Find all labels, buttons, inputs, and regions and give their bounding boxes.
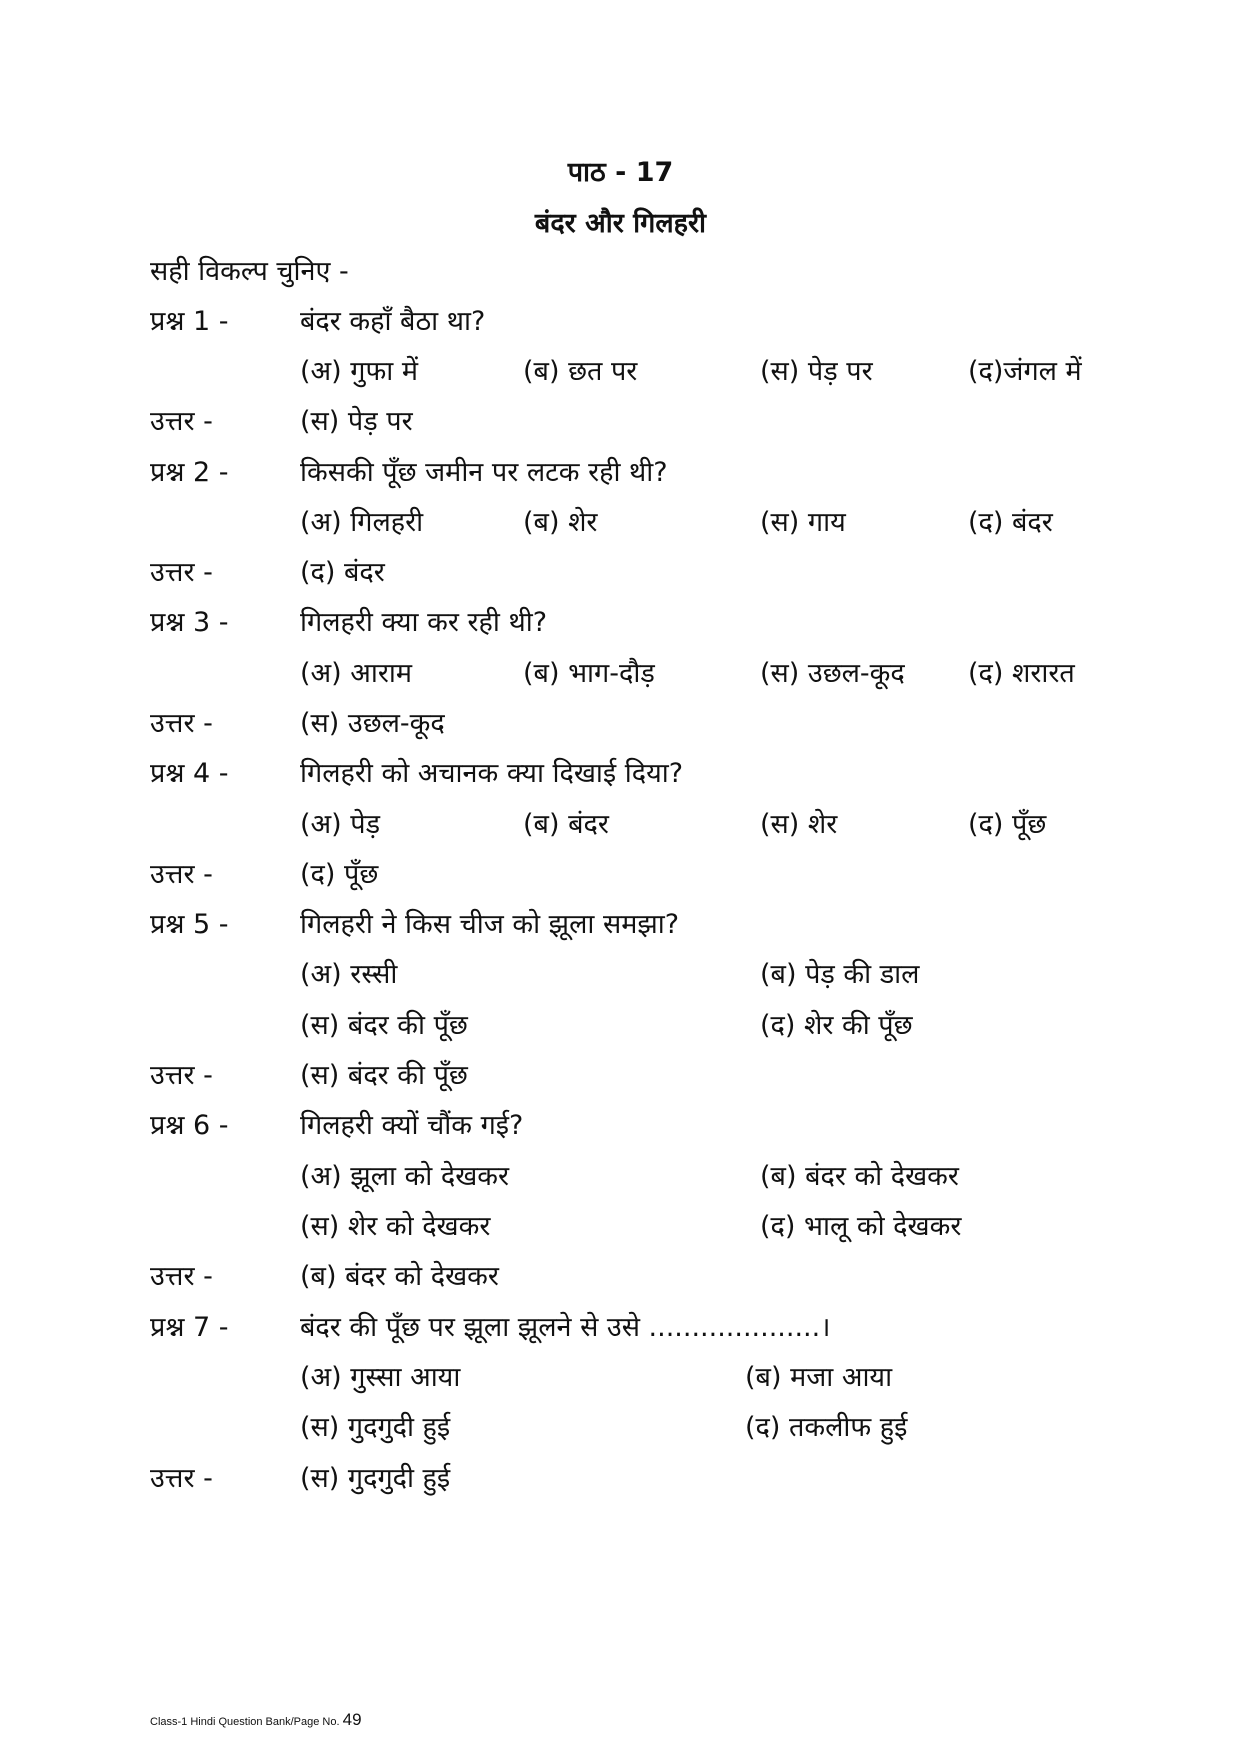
- answer-6: [0, 1257, 1241, 1297]
- option: (अ) आराम: [300, 658, 413, 689]
- question-2: [0, 453, 1241, 493]
- option: (अ) गिलहरी: [300, 507, 424, 538]
- question-1: [0, 302, 1241, 342]
- option: (द) शेर की पूँछ: [760, 1010, 913, 1041]
- options-5-row-2: [0, 1006, 1241, 1046]
- options-7-row-2: [0, 1408, 1241, 1448]
- option: (ब) छत पर: [523, 356, 638, 387]
- question-label: प्रश्न 3 -: [150, 607, 229, 638]
- options-4: [0, 805, 1241, 845]
- question-7: [0, 1308, 1241, 1348]
- option: (ब) भाग-दौड़: [523, 658, 655, 689]
- option: (स) शेर को देखकर: [300, 1211, 491, 1242]
- option: (अ) रस्सी: [300, 959, 398, 990]
- page-footer: [150, 1710, 362, 1730]
- question-label: प्रश्न 7 -: [150, 1312, 229, 1343]
- option: (ब) बंदर को देखकर: [760, 1161, 959, 1192]
- question-label: प्रश्न 1 -: [150, 306, 229, 337]
- options-1: [0, 352, 1241, 392]
- question-5: [0, 905, 1241, 945]
- option: (ब) बंदर: [523, 809, 609, 840]
- question-text: गिलहरी क्या कर रही थी?: [300, 607, 548, 638]
- answer-7: [0, 1459, 1241, 1499]
- answer-text: (ब) बंदर को देखकर: [300, 1261, 499, 1292]
- answer-text: (स) उछल-कूद: [300, 708, 445, 739]
- option: (ब) मजा आया: [745, 1362, 893, 1393]
- answer-label: उत्तर -: [150, 859, 213, 890]
- options-6-row-2: [0, 1207, 1241, 1247]
- answer-label: उत्तर -: [150, 557, 213, 588]
- options-3: [0, 654, 1241, 694]
- option: (द) पूँछ: [968, 809, 1047, 840]
- answer-3: [0, 704, 1241, 744]
- answer-label: उत्तर -: [150, 1463, 213, 1494]
- options-7-row-1: [0, 1358, 1241, 1398]
- footer-text: Class-1 Hindi Question Bank/Page No.: [150, 1716, 343, 1728]
- option: (द)जंगल में: [968, 356, 1082, 387]
- option: (अ) गुफा में: [300, 356, 419, 387]
- option: (द) शरारत: [968, 658, 1075, 689]
- options-6-row-1: [0, 1157, 1241, 1197]
- answer-label: उत्तर -: [150, 1261, 213, 1292]
- options-2: [0, 503, 1241, 543]
- question-text: बंदर कहाँ बैठा था?: [300, 306, 486, 337]
- option: (ब) पेड़ की डाल: [760, 959, 920, 990]
- option: (स) गुदगुदी हुई: [300, 1412, 451, 1443]
- option: (द) बंदर: [968, 507, 1053, 538]
- option: (स) पेड़ पर: [760, 356, 873, 387]
- page-number: 49: [342, 1710, 362, 1729]
- question-text: गिलहरी क्यों चौंक गई?: [300, 1110, 524, 1141]
- lesson-title: बंदर और गिलहरी: [534, 208, 707, 239]
- option: (द) भालू को देखकर: [760, 1211, 962, 1242]
- question-label: प्रश्न 6 -: [150, 1110, 229, 1141]
- answer-5: [0, 1056, 1241, 1096]
- option: (स) बंदर की पूँछ: [300, 1010, 468, 1041]
- question-3: [0, 603, 1241, 643]
- answer-1: [0, 402, 1241, 442]
- answer-text: (स) बंदर की पूँछ: [300, 1060, 468, 1091]
- answer-4: [0, 855, 1241, 895]
- instruction: सही विकल्प चुनिए -: [150, 256, 349, 287]
- option: (अ) गुस्सा आया: [300, 1362, 461, 1393]
- question-text: गिलहरी ने किस चीज को झूला समझा?: [300, 909, 680, 940]
- question-text: किसकी पूँछ जमीन पर लटक रही थी?: [300, 457, 668, 488]
- option: (अ) पेड़: [300, 809, 381, 840]
- option: (ब) शेर: [523, 507, 598, 538]
- question-label: प्रश्न 5 -: [150, 909, 229, 940]
- lesson-number: पाठ - 17: [567, 157, 674, 188]
- option: (स) उछल-कूद: [760, 658, 905, 689]
- options-5-row-1: [0, 955, 1241, 995]
- question-label: प्रश्न 4 -: [150, 758, 229, 789]
- question-label: प्रश्न 2 -: [150, 457, 229, 488]
- answer-text: (द) बंदर: [300, 557, 385, 588]
- option: (द) तकलीफ हुई: [745, 1412, 908, 1443]
- option: (स) शेर: [760, 809, 838, 840]
- option: (अ) झूला को देखकर: [300, 1161, 510, 1192]
- answer-text: (स) पेड़ पर: [300, 406, 413, 437]
- answer-label: उत्तर -: [150, 708, 213, 739]
- option: (स) गाय: [760, 507, 846, 538]
- answer-2: [0, 553, 1241, 593]
- question-6: [0, 1106, 1241, 1146]
- question-text: गिलहरी को अचानक क्या दिखाई दिया?: [300, 758, 684, 789]
- answer-label: उत्तर -: [150, 1060, 213, 1091]
- question-4: [0, 754, 1241, 794]
- question-text: बंदर की पूँछ पर झूला झूलने से उसे ....................।: [300, 1312, 831, 1343]
- answer-label: उत्तर -: [150, 406, 213, 437]
- answer-text: (द) पूँछ: [300, 859, 379, 890]
- answer-text: (स) गुदगुदी हुई: [300, 1463, 451, 1494]
